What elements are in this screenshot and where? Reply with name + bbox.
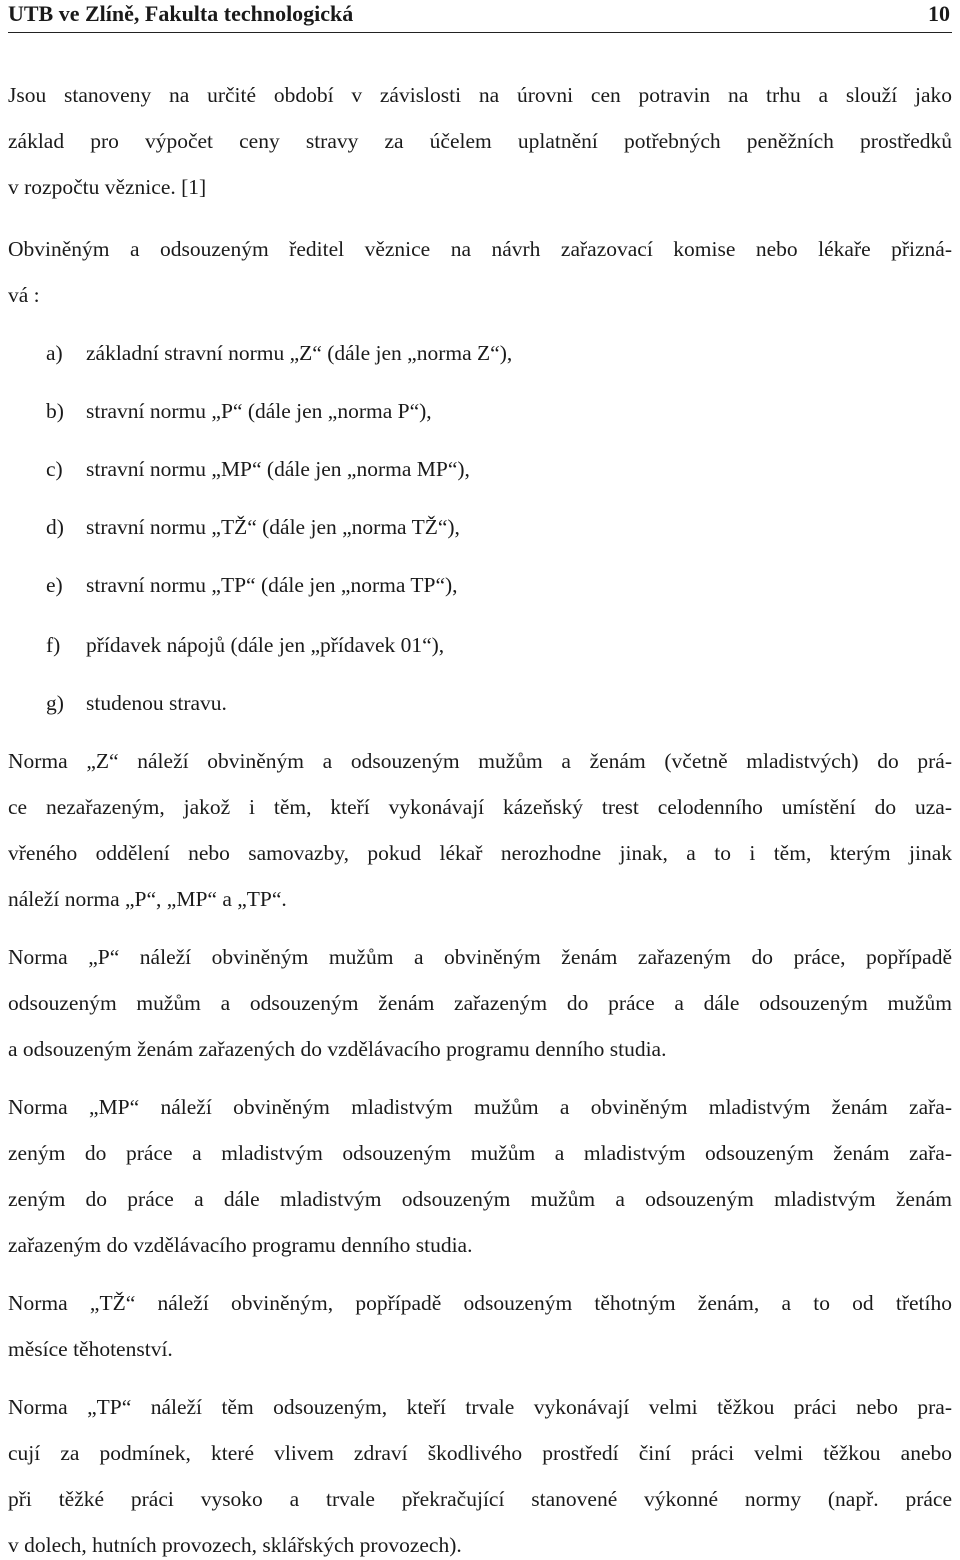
list-item <box>46 572 458 598</box>
paragraph-line: vřeného oddělení nebo samovazby, pokud lékař nerozhodne jinak, a to i těm, kterým jinak <box>8 841 952 865</box>
list-item <box>46 398 432 424</box>
list-item-text: studenou stravu. <box>86 691 227 715</box>
list-item-letter: e) <box>46 573 63 597</box>
list-item-text: přídavek nápojů (dále jen „přídavek 01“), <box>86 633 445 657</box>
paragraph-line: zeným do práce a mladistvým odsouzeným mužům a mladistvým odsouzeným ženám zařa- <box>8 1141 952 1165</box>
header-title: UTB ve Zlíně, Fakulta technologická <box>8 1 354 26</box>
paragraph-line: Obviněným a odsouzeným ředitel věznice na návrh zařazovací komise nebo lékaře přizná- <box>8 237 952 261</box>
paragraph-line: cují za podmínek, které vlivem zdraví škodlivého prostředí činí práci velmi těžkou anebo <box>8 1441 952 1465</box>
list-item-letter: b) <box>46 399 64 423</box>
page-number: 10 <box>928 1 950 26</box>
paragraph-line: v dolech, hutních provozech, sklářských provozech). <box>8 1533 462 1557</box>
paragraph-line: Norma „P“ náleží obviněným mužům a obviněným ženám zařazeným do práce, popřípadě <box>8 945 952 969</box>
paragraph-line: v rozpočtu věznice. [1] <box>8 175 207 199</box>
paragraph-line: měsíce těhotenství. <box>8 1337 173 1361</box>
list-item-letter: a) <box>46 341 63 365</box>
page-header <box>8 0 952 30</box>
paragraph-line: Norma „TŽ“ náleží obviněným, popřípadě odsouzeným těhotným ženám, a to od třetího <box>8 1291 952 1315</box>
list-item <box>46 514 460 540</box>
paragraph-line: vá : <box>8 283 40 307</box>
list-item-letter: c) <box>46 457 63 481</box>
paragraph-line: zeným do práce a dále mladistvým odsouzeným mužům a odsouzeným mladistvým ženám <box>8 1187 952 1211</box>
list-item-letter: f) <box>46 633 61 657</box>
list-item <box>46 340 512 366</box>
list-item <box>46 690 227 716</box>
paragraph-line: Jsou stanoveny na určité období v závislosti na úrovni cen potravin na trhu a slouží jako <box>8 83 952 107</box>
list-item <box>46 632 444 658</box>
paragraph-line: Norma „Z“ náleží obviněným a odsouzeným mužům a ženám (včetně mladistvých) do prá- <box>8 749 952 773</box>
list-item <box>46 456 470 482</box>
header-divider <box>8 32 952 33</box>
paragraph-line: při těžké práci vysoko a trvale překračující stanovené výkonné normy (např. práce <box>8 1487 952 1511</box>
paragraph-line: odsouzeným mužům a odsouzeným ženám zařazeným do práce a dále odsouzeným mužům <box>8 991 952 1015</box>
list-item-letter: g) <box>46 691 64 715</box>
list-item-text: stravní normu „TŽ“ (dále jen „norma TŽ“), <box>86 515 460 539</box>
paragraph-line: Norma „MP“ náleží obviněným mladistvým mužům a obviněným mladistvým ženám zařa- <box>8 1095 952 1119</box>
list-item-text: stravní normu „TP“ (dále jen „norma TP“), <box>86 573 458 597</box>
paragraph-line: základ pro výpočet ceny stravy za účelem uplatnění potřebných peněžních prostředků <box>8 129 952 153</box>
list-item-letter: d) <box>46 515 64 539</box>
list-item-text: stravní normu „MP“ (dále jen „norma MP“), <box>86 457 470 481</box>
list-item-text: stravní normu „P“ (dále jen „norma P“), <box>86 399 432 423</box>
paragraph-line: ce nezařazeným, jakož i těm, kteří vykonávají kázeňský trest celodenního umístění do uza- <box>8 795 952 819</box>
paragraph-line: Norma „TP“ náleží těm odsouzeným, kteří trvale vykonávají velmi těžkou práci nebo pra- <box>8 1395 952 1419</box>
paragraph-line: zařazeným do vzdělávacího programu denního studia. <box>8 1233 473 1257</box>
paragraph-line: náleží norma „P“, „MP“ a „TP“. <box>8 887 287 911</box>
paragraph-line: a odsouzeným ženám zařazených do vzdělávacího programu denního studia. <box>8 1037 667 1061</box>
list-item-text: základní stravní normu „Z“ (dále jen „norma Z“), <box>86 341 513 365</box>
